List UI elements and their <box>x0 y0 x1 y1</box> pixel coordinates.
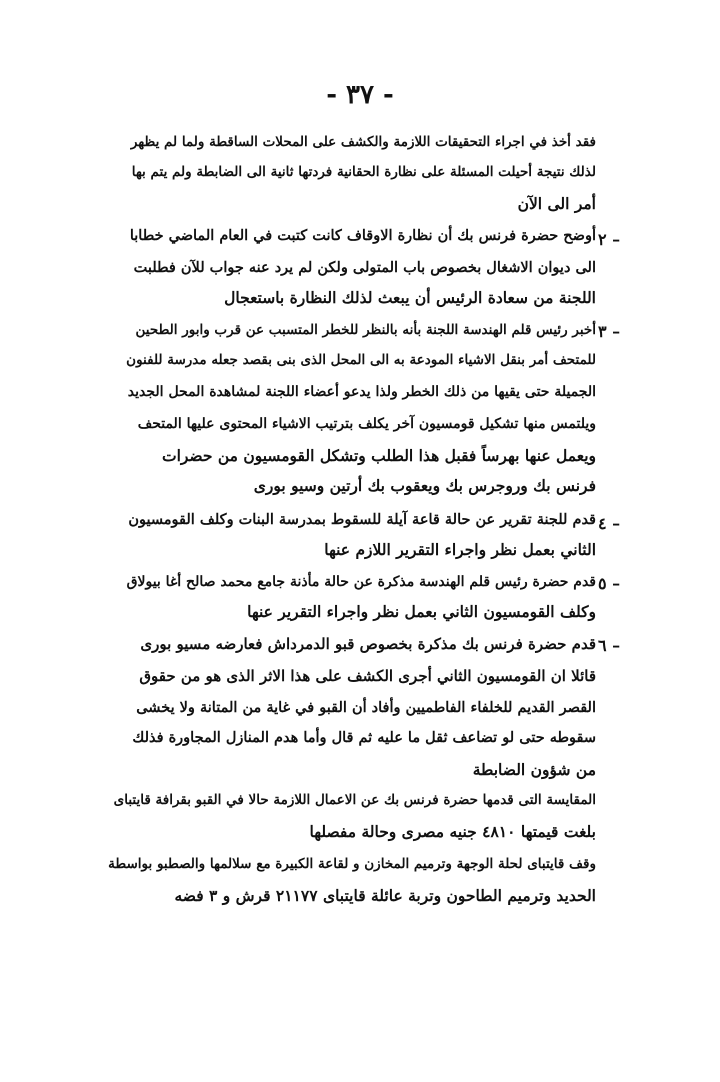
paragraph-3-line-1: أخبر رئيس قلم الهندسة اللجنة بأنه بالنظر للخطر المتسبب عن قرب وابور الطحين <box>135 322 596 338</box>
paragraph-3-line-6: فرنس بك وروجرس بك ويعقوب بك أرتين وسيو بورى <box>253 476 596 495</box>
paragraph-1-line-1: فقد أخذ في اجراء التحقيقات اللازمة والكشف على المحلات الساقطة ولما لم يظهر <box>130 134 596 150</box>
paragraph-2-line-3: اللجنة من سعادة الرئيس أن يبعث لذلك النظارة باستعجال <box>224 288 596 307</box>
item-marker-3: ٣ – <box>598 322 621 341</box>
paragraph-2-line-1: أوضح حضرة فرنس بك أن نظارة الاوقاف كانت كتبت في العام الماضي خطابا <box>129 227 596 244</box>
paragraph-2-line-2: الى ديوان الاشغال بخصوص باب المتولى ولكن لم يرد عنه جواب للآن فطلبت <box>133 259 596 276</box>
item-marker-5: ٥ – <box>598 574 621 593</box>
item-marker-6: ٦ – <box>598 636 621 655</box>
paragraph-4-line-1: قدم للجنة تقرير عن حالة قاعة آيلة للسقوط بمدرسة البنات وكلف القومسيون <box>128 511 596 528</box>
item-marker-2: ٢ – <box>598 230 621 249</box>
paragraph-3-line-2: للمتحف أمر بنقل الاشياء المودعة به الى المحل الذى بنى بقصد جعله مدرسة للفنون <box>126 352 596 368</box>
paragraph-3-line-4: ويلتمس منها تشكيل قومسيون آخر يكلف بترتيب الاشياء المحتوى عليها المتحف <box>137 416 596 432</box>
estimate-line-3: وقف قايتباى لحلة الوجهة وترميم المخازن و لقاعة الكبيرة مع سلالمها والصطبو بواسطة <box>108 856 596 872</box>
paragraph-6-line-1: قدم حضرة فرنس بك مذكرة بخصوص قبو الدمرداش فعارضه مسيو بورى <box>140 635 596 653</box>
estimate-line-4: الحديد وترميم الطاحون وتربة عائلة قايتباى ٢١١٧٧ قرش و ٣ فضه <box>174 886 596 905</box>
paragraph-3-line-3: الجميلة حتى يقيها من ذلك الخطر ولذا يدعو أعضاء اللجنة لمشاهدة المحل الجديد <box>127 384 596 400</box>
paragraph-6-line-3: القصر القديم للخلفاء الفاطميين وأفاد أن القبو في غاية من المتانة ولا يخشى <box>136 699 596 716</box>
estimate-line-1: المقايسة التى قدمها حضرة فرنس بك عن الاعمال اللازمة حالا في القبو بقرافة قايتباى <box>113 792 596 808</box>
estimate-line-2: بلغت قيمتها ٤٨١٠ جنيه مصرى وحالة مفصلها <box>309 822 596 841</box>
paragraph-6-line-4: سقوطه حتى لو تضاعف ثقل ما عليه ثم قال وأما هدم المنازل المجاورة فذلك <box>132 729 596 746</box>
item-marker-4: ٤ – <box>598 514 621 533</box>
paragraph-1-line-2: لذلك نتيجة أحيلت المسئلة على نظارة الحقانية فردتها ثانية الى الضابطة ولم يتم بها <box>131 164 596 180</box>
paragraph-1-line-3: أمر الى الآن <box>517 194 596 213</box>
paragraph-3-line-5: ويعمل عنها بهرساً فقبل هذا الطلب وتشكل القومسيون من حضرات <box>161 446 596 465</box>
paragraph-6-line-5: من شؤون الضابطة <box>472 760 596 779</box>
paragraph-5-line-2: وكلف القومسيون الثاني بعمل نظر واجراء التقرير عنها <box>247 602 596 621</box>
page-number: - ٣٧ - <box>326 80 394 110</box>
paragraph-6-line-2: قائلا ان القومسيون الثاني أجرى الكشف على هذا الاثر الذى هو من حقوق <box>139 667 596 685</box>
paragraph-4-line-2: الثاني بعمل نظر واجراء التقرير اللازم عنها <box>324 540 596 559</box>
paragraph-5-line-1: قدم حضرة رئيس قلم الهندسة مذكرة عن حالة مأذنة جامع محمد صالح أغا بيولاق <box>126 574 596 590</box>
